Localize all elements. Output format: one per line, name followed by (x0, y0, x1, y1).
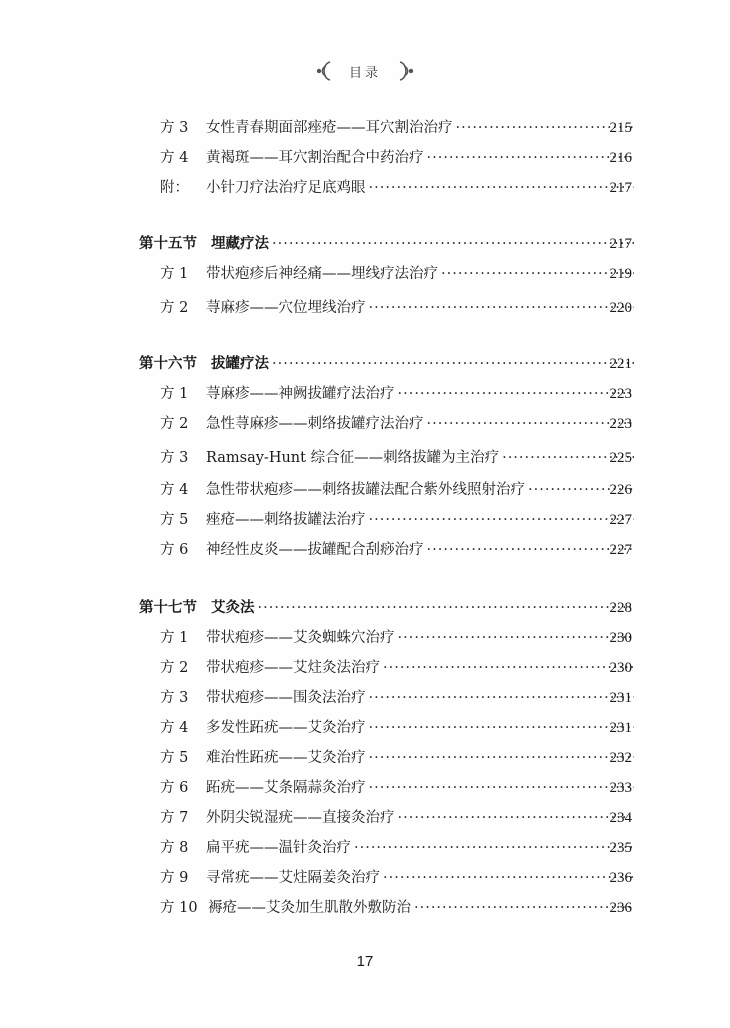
toc-entry (0, 508, 730, 532)
dot-leader (255, 596, 635, 620)
entry-label: 附： (160, 180, 189, 196)
entry-label: 方 4 (160, 482, 189, 498)
entry-page-number: 227 (609, 512, 632, 528)
entry-leader (206, 508, 634, 532)
entry-title: 痤疮——刺络拔罐法治疗 (206, 512, 366, 528)
entry-leader (206, 412, 634, 436)
entry-page-number: 217 (609, 236, 632, 252)
toc-entry (0, 446, 730, 470)
entry-label: 方 3 (160, 690, 189, 706)
entry-title: 拔罐疗法 (211, 355, 269, 372)
entry-label: 方 10 (160, 900, 198, 916)
entry-leader (208, 896, 634, 920)
entry-leader (206, 626, 634, 650)
entry-page-number: 226 (609, 482, 632, 498)
entry-leader (211, 232, 634, 256)
entry-leader (206, 296, 634, 320)
entry-title: 带状疱疹后神经痛——埋线疗法治疗 (206, 266, 438, 282)
entry-label: 方 1 (160, 266, 189, 282)
entry-page-number: 236 (609, 900, 632, 916)
dot-leader (269, 352, 634, 376)
toc-entry (0, 538, 730, 562)
entry-leader (206, 656, 634, 680)
entry-page-number: 225 (609, 450, 632, 466)
entry-leader (206, 446, 634, 470)
toc-entry (0, 296, 730, 320)
entry-label: 方 3 (160, 120, 189, 136)
entry-title: 黄褐斑——耳穴割治配合中药治疗 (206, 150, 424, 166)
entry-title: 带状疱疹——围灸法治疗 (206, 690, 366, 706)
entry-label: 方 9 (160, 870, 189, 886)
entry-page-number: 223 (609, 416, 632, 432)
entry-label: 第十七节 (139, 599, 197, 616)
toc-entry (0, 626, 730, 650)
entry-title: 荨麻疹——穴位埋线治疗 (206, 300, 366, 316)
entry-title: 多发性跖疣——艾灸治疗 (206, 720, 366, 736)
entry-page-number: 233 (609, 780, 632, 796)
toc-entry (0, 116, 730, 140)
entry-label: 方 3 (160, 450, 189, 466)
entry-title: 荨麻疹——神阙拔罐疗法治疗 (206, 386, 395, 402)
toc-entry (0, 836, 730, 860)
entry-leader (206, 686, 634, 710)
entry-label: 方 7 (160, 810, 189, 826)
entry-label: 方 2 (160, 416, 189, 432)
toc-entry (0, 656, 730, 680)
toc-entry (0, 716, 730, 740)
entry-label: 方 5 (160, 512, 189, 528)
entry-title: 急性荨麻疹——刺络拔罐疗法治疗 (206, 416, 424, 432)
entry-page-number: 219 (609, 266, 632, 282)
toc-entry (0, 262, 730, 286)
toc-section-heading (0, 596, 730, 620)
entry-page-number: 220 (609, 300, 632, 316)
toc-entry (0, 746, 730, 770)
entry-title: 褥疮——艾灸加生肌散外敷防治 (208, 900, 411, 916)
entry-label: 方 4 (160, 150, 189, 166)
entry-title: 带状疱疹——艾炷灸法治疗 (206, 660, 380, 676)
entry-leader (206, 836, 634, 860)
entry-page-number: 236 (609, 870, 632, 886)
entry-label: 第十五节 (139, 235, 197, 252)
toc-entry (0, 412, 730, 436)
entry-label: 方 8 (160, 840, 189, 856)
toc-entry (0, 176, 730, 200)
entry-title: 急性带状疱疹——刺络拔罐法配合紫外线照射治疗 (206, 482, 525, 498)
entry-leader (206, 806, 634, 830)
entry-leader (206, 716, 634, 740)
entry-page-number: 216 (609, 150, 632, 166)
entry-leader (206, 776, 634, 800)
entry-label: 第十六节 (139, 355, 197, 372)
entry-leader (206, 746, 634, 770)
ornament-left-icon (313, 60, 335, 82)
entry-leader (206, 382, 634, 406)
toc-entry (0, 806, 730, 830)
toc-entry (0, 686, 730, 710)
toc-entry (0, 896, 730, 920)
entry-page-number: 235 (609, 840, 632, 856)
entry-page-number: 215 (609, 120, 632, 136)
toc-entry (0, 866, 730, 890)
toc-entry (0, 776, 730, 800)
entry-page-number: 228 (609, 600, 632, 616)
toc-section-heading (0, 352, 730, 376)
entry-label: 方 2 (160, 300, 189, 316)
page-number: 17 (356, 953, 374, 970)
header-title: 目录 (348, 65, 381, 81)
entry-page-number: 231 (609, 720, 632, 736)
ornament-right-icon (395, 60, 417, 82)
entry-title: 神经性皮炎——拔罐配合刮痧治疗 (206, 542, 424, 558)
entry-title: 带状疱疹——艾灸蜘蛛穴治疗 (206, 630, 395, 646)
entry-leader (206, 116, 634, 140)
entry-leader (206, 866, 634, 890)
entry-title: 艾灸法 (211, 599, 255, 616)
toc-entry (0, 146, 730, 170)
entry-leader (206, 176, 634, 200)
entry-label: 方 6 (160, 780, 189, 796)
entry-leader (206, 262, 634, 286)
entry-title: 女性青春期面部痤疮——耳穴割治治疗 (206, 120, 453, 136)
entry-leader (211, 596, 634, 620)
entry-leader (211, 352, 634, 376)
entry-page-number: 221 (609, 356, 632, 372)
entry-label: 方 4 (160, 720, 189, 736)
toc-section-heading (0, 232, 730, 256)
entry-page-number: 231 (609, 690, 632, 706)
toc-entry (0, 382, 730, 406)
entry-title: 跖疣——艾条隔蒜灸治疗 (206, 780, 366, 796)
entry-page-number: 230 (609, 630, 632, 646)
entry-label: 方 1 (160, 630, 189, 646)
entry-label: 方 5 (160, 750, 189, 766)
dot-leader (269, 232, 634, 256)
entry-title: 扁平疣——温针灸治疗 (206, 840, 351, 856)
entry-title: 埋藏疗法 (211, 235, 269, 252)
running-header (0, 58, 730, 84)
entry-page-number: 232 (609, 750, 632, 766)
entry-leader (206, 538, 634, 562)
entry-label: 方 2 (160, 660, 189, 676)
entry-page-number: 227 (609, 542, 632, 558)
entry-leader (206, 478, 634, 502)
entry-title: Ramsay-Hunt 综合征——刺络拔罐为主治疗 (206, 450, 500, 466)
toc-entry (0, 478, 730, 502)
entry-title: 外阴尖锐湿疣——直接灸治疗 (206, 810, 395, 826)
entry-label: 方 6 (160, 542, 189, 558)
entry-title: 寻常疣——艾炷隔姜灸治疗 (206, 870, 380, 886)
entry-title: 小针刀疗法治疗足底鸡眼 (206, 180, 366, 196)
entry-page-number: 234 (609, 810, 632, 826)
entry-page-number: 230 (609, 660, 632, 676)
entry-label: 方 1 (160, 386, 189, 402)
entry-page-number: 223 (609, 386, 632, 402)
entry-leader (206, 146, 634, 170)
entry-title: 难治性跖疣——艾灸治疗 (206, 750, 366, 766)
entry-page-number: 217 (609, 180, 632, 196)
